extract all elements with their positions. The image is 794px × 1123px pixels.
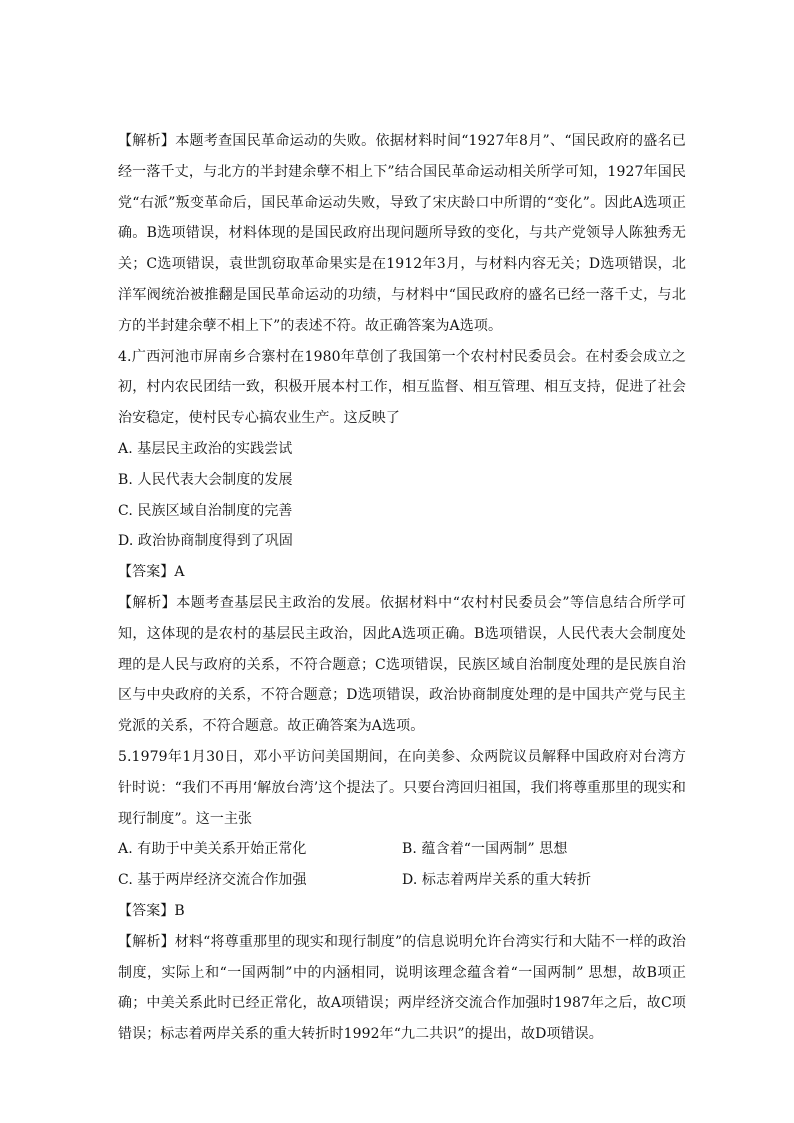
q5-option-b: B. 蕴含着“一国两制” 思想 [402,841,568,858]
q4-analysis-paragraph: 【解析】本题考查基层民主政治的发展。依据材料中“农村村民委员会”等信息结合所学可知，这体现的是农村的基层民主政治，因此A选项正确。B选项错误，人民代表大会制度处理的是人民与政府的关系，不符合题意；C选项错误，民族区域自治制度处理的是民族自治区与中央政府的关系，不符合题意；D选项错误，政治协商制度处理的是中国共产党与民主党派的关系，不符合题意。故正确答案为A选项。 [118,594,686,735]
q5-answer: 【答案】B [118,902,185,919]
q5-options-row-2 [118,865,686,896]
q4-option-d: D. 政治协商制度得到了巩固 [118,533,294,550]
q4-answer: 【答案】A [118,564,185,581]
q5-option-c: C. 基于两岸经济交流合作加强 [118,872,307,889]
analysis-paragraph-q3: 【解析】本题考查国民革命运动的失败。依据材料时间“1927年8月”、“国民政府的盛名已经一落千丈，与北方的半封建余孽不相上下”结合国民革命运动相关所学可知，1927年国民党“右派”叛变革命后，国民革命运动失败，导致了宋庆龄口中所谓的“变化”。因此A选项正确。B选项错误，材料体现的是国民政府出现问题所导致的变化，与共产党领导人陈独秀无关；C选项错误，袁世凯窃取革命果实是在1912年3月，与材料内容无关；D选项错误，北洋军阀统治被推翻是国民革命运动的功绩，与材料中“国民政府的盛名已经一落千丈，与北方的半封建余孽不相上下”的表述不符。故正确答案为A选项。 [118,133,686,334]
q5-option-d: D. 标志着两岸关系的重大转折 [402,872,592,889]
q4-option-b: B. 人民代表大会制度的发展 [118,471,293,488]
question-4-stem: 4.广西河池市屏南乡合寨村在1980年草创了我国第一个农村村民委员会。在村委会成立之初，村内农民团结一致，积极开展本村工作，相互监督、相互管理、相互支持，促进了社会治安稳定，使村民专心搞农业生产。这反映了 [118,348,686,427]
q5-option-a: A. 有助于中美关系开始正常化 [118,841,307,858]
q4-option-a: A. 基层民主政治的实践尝试 [118,440,293,457]
q4-option-c: C. 民族区域自治制度的完善 [118,502,293,519]
q5-analysis-paragraph: 【解析】材料“将尊重那里的现实和现行制度”的信息说明允许台湾实行和大陆不一样的政治制度，实际上和“一国两制”中的内涵相同，说明该理念蕴含着“一国两制” 思想，故B项正确；中美关系此时已经正常化，故A项错误；两岸经济交流合作加强时1987年之后，故C项错误；标志着两岸关系的重大转折时1992年“九二共识”的提出，故D项错误。 [118,933,686,1043]
question-5-stem: 5.1979年1月30日，邓小平访问美国期间，在向美参、众两院议员解释中国政府对台湾方针时说：“我们不再用‘解放台湾’这个提法了。只要台湾回归祖国，我们将尊重那里的现实和现行制度”。这一主张 [118,748,686,827]
document-page [118,126,686,1050]
q5-options-row-1 [118,834,686,865]
